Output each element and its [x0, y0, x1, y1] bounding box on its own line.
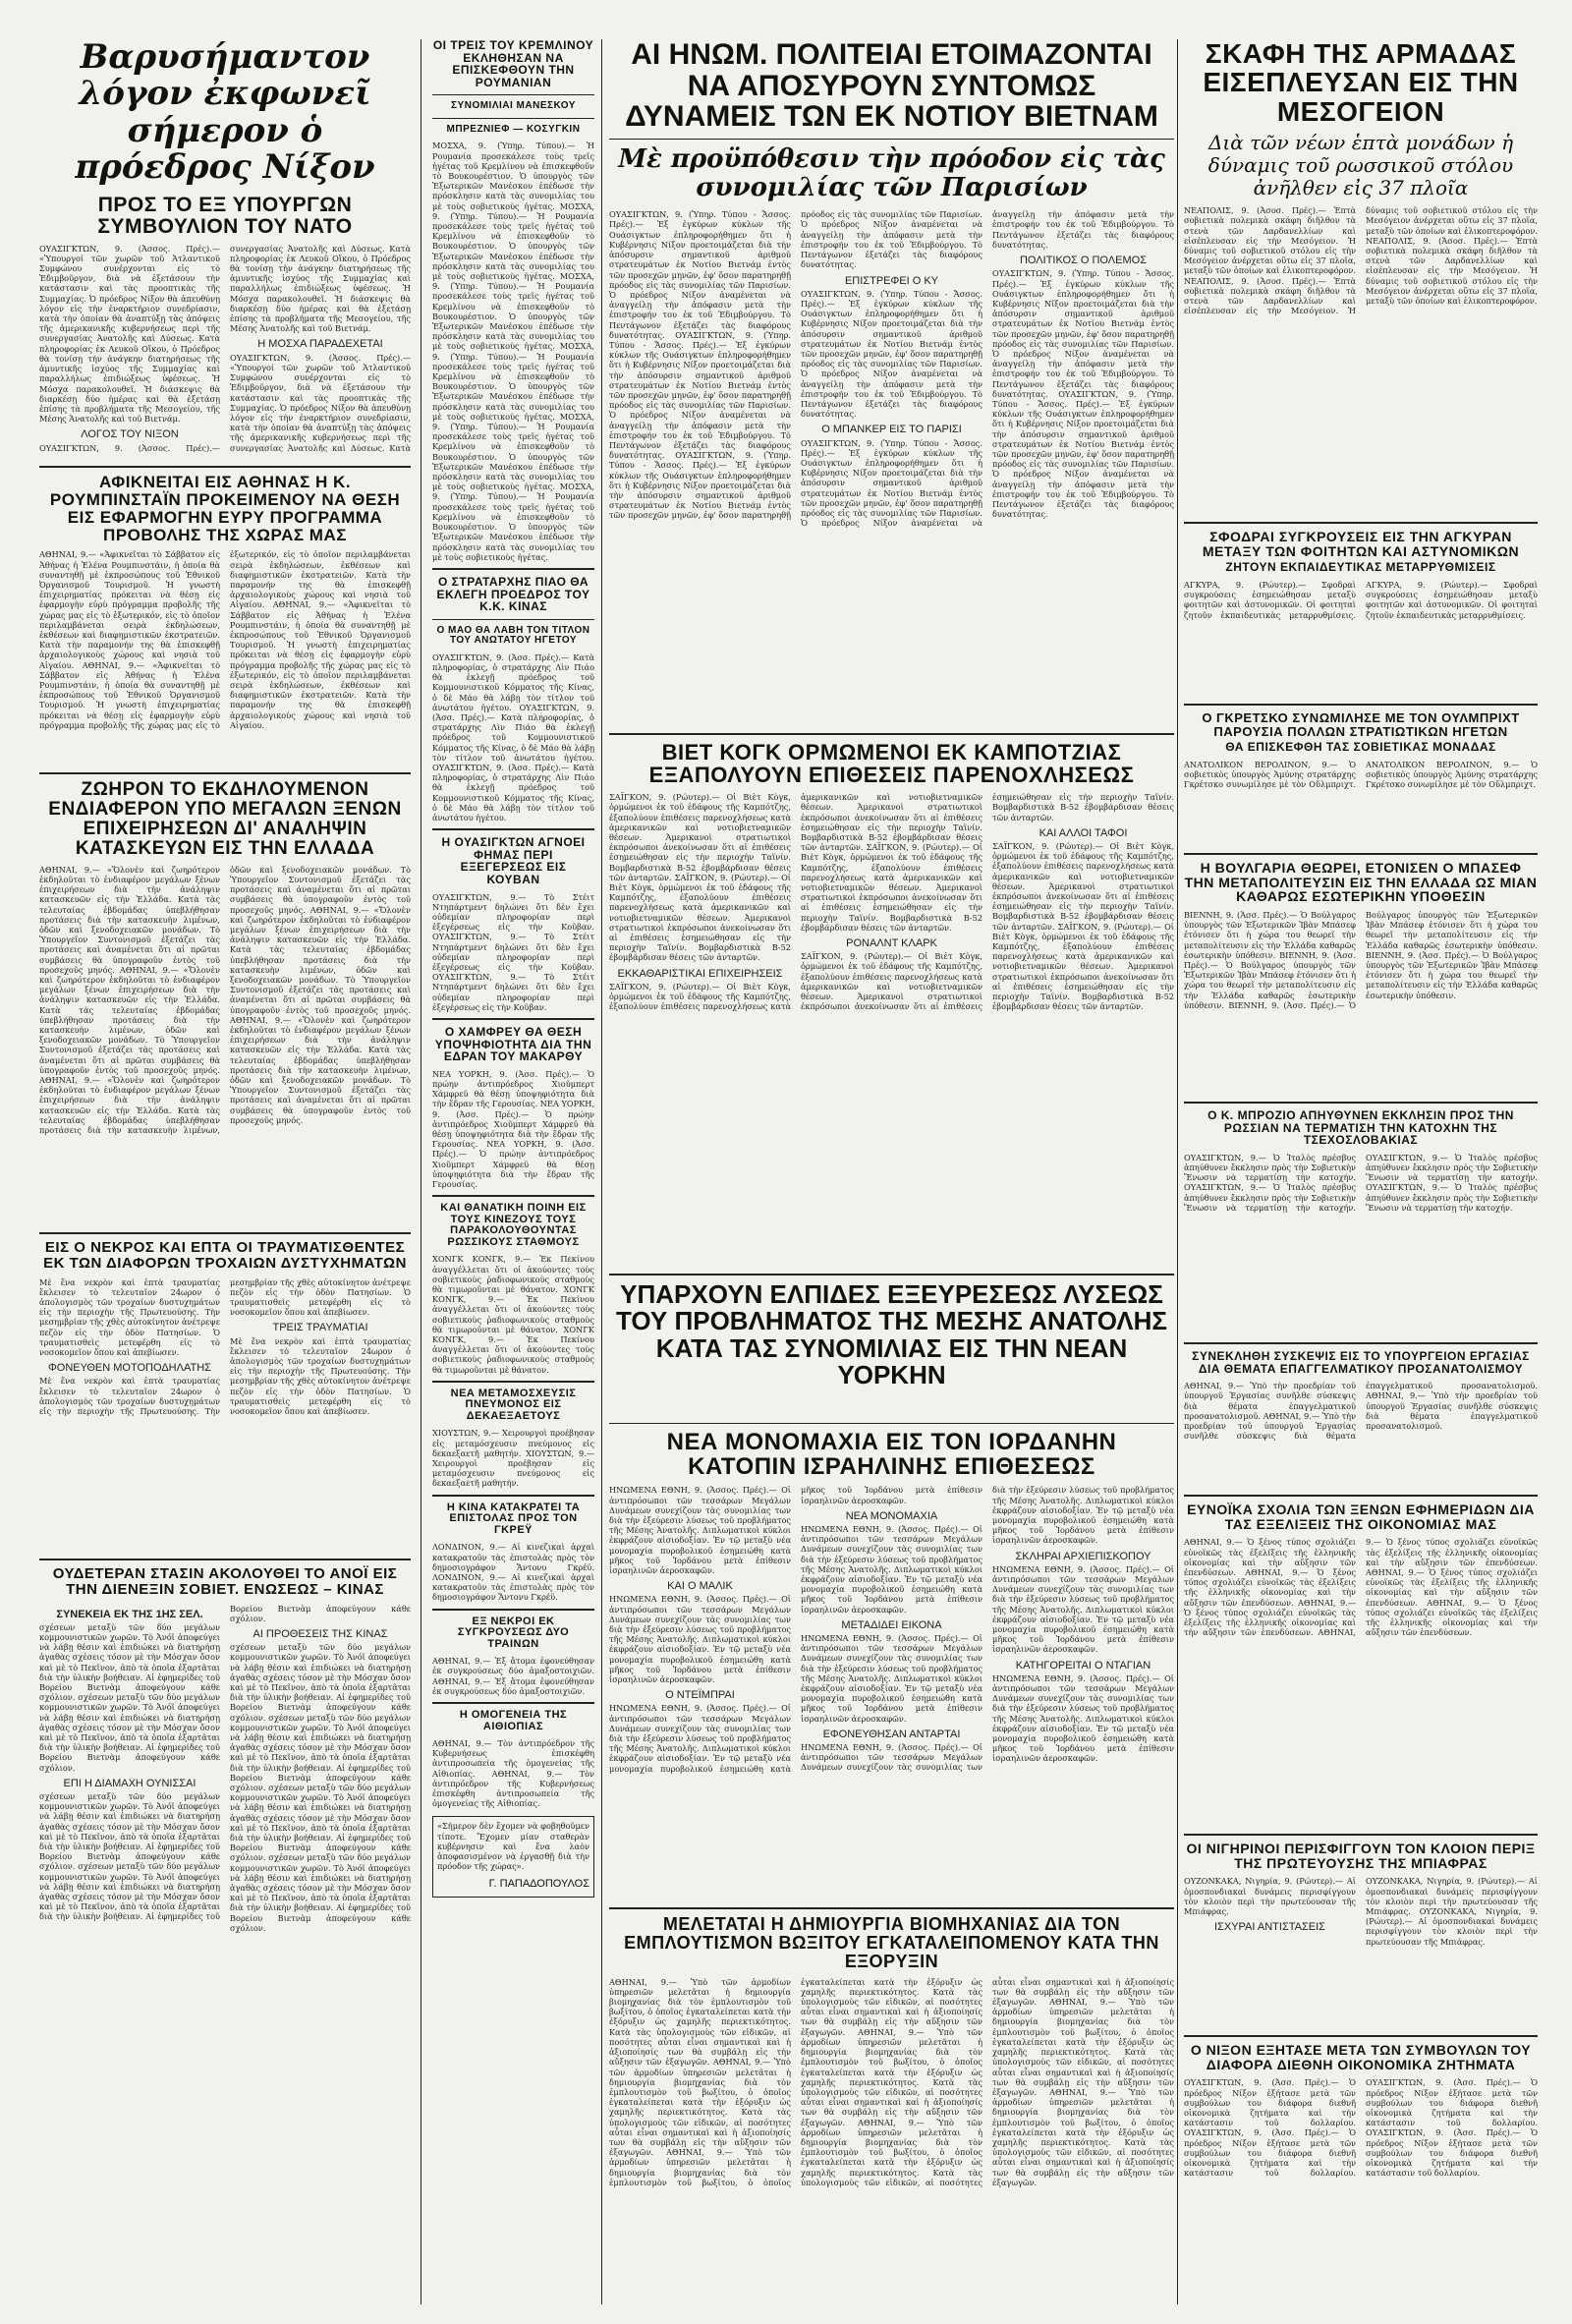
continuation-label: ΣΥΝΕΚΕΙΑ ΕΚ ΤΗΣ 1ΗΣ ΣΕΛ. [56, 1608, 203, 1620]
article-body: ΑΓΚΥΡΑ, 9. (Ρώυτερ).— Σφοδραὶ συγκρούσεις ἐσημειώθησαν μεταξὺ φοιτητῶν καὶ ἀστυνομικῶν. Οἱ φοιτηταὶ ζητοῦν ἐκπαιδευτικὰς μεταρρυθμίσεις. ΑΓΚΥΡΑ, 9. (Ρώυτερ).— Σφοδραὶ συγκρούσεις ἐσημειώθησαν μεταξὺ φοιτητῶν καὶ ἀστυνομικῶν. Οἱ φοιτηταὶ ζητοῦν ἐκπαιδευτικὰς μεταρρυθμίσεις. [1184, 579, 1538, 620]
article-foreign-press [1184, 1489, 1538, 1823]
article-grey-letters [432, 1502, 594, 1603]
headline-rubinstein: ΑΦΙΚΝΕΙΤΑΙ ΕΙΣ ΑΘΗΝΑΣ Η Κ. ΡΟΥΜΠΙΝΣΤΑΪΝ ΠΡΟΚΕΙΜΕΝΟΥ ΝΑ ΘΕΣΗ ΕΙΣ ΕΦΑΡΜΟΓΗΝ ΕΥΡΥ ΠΡΟΓΡΑΜΜΑ ΠΡΟΒΟΛΗΣ ΤΗΣ ΧΩΡΑΣ ΜΑΣ [49, 473, 401, 544]
article-body: ΝΕΑΠΟΛΙΣ, 9. (Ἀσοσ. Πρές).— Ἑπτὰ σοβιετικὰ πολεμικὰ σκάφη διῆλθον τὰ στενὰ τῶν Δαρδανελλίων καὶ εἰσέπλευσαν εἰς τὴν Μεσόγειον. Ἡ δύναμις τοῦ σοβιετικοῦ στόλου εἰς τὴν Μεσόγειον ἀνέρχεται οὕτω εἰς 37 πλοῖα, μεταξὺ τῶν ὁποίων καὶ ἑλικοπτεροφόρον. ΝΕΑΠΟΛΙΣ, 9. (Ἀσοσ. Πρές).— Ἑπτὰ σοβιετικὰ πολεμικὰ σκάφη διῆλθον τὰ στενὰ τῶν Δαρδανελλίων καὶ εἰσέπλευσαν εἰς τὴν Μεσόγειον. Ἡ δύναμις τοῦ σοβιετικοῦ στόλου εἰς τὴν Μεσόγειον ἀνέρχεται οὕτω εἰς 37 πλοῖα, μεταξὺ τῶν ὁποίων καὶ ἑλικοπτεροφόρον. ΝΕΑΠΟΛΙΣ, 9. (Ἀσοσ. Πρές).— Ἑπτὰ σοβιετικὰ πολεμικὰ σκάφη διῆλθον τὰ στενὰ τῶν Δαρδανελλίων καὶ εἰσέπλευσαν εἰς τὴν Μεσόγειον. Ἡ δύναμις τοῦ σοβιετικοῦ στόλου εἰς τὴν Μεσόγειον ἀνέρχεται οὕτω εἰς 37 πλοῖα, μεταξὺ τῶν ὁποίων καὶ ἑλικοπτεροφόρον. [1184, 205, 1538, 316]
section-label: ΤΡΕΙΣ ΤΡΑΥΜΑΤΙΑΙ [272, 1322, 368, 1334]
headline-us-withdrawal: ΑΙ ΗΝΩΜ. ΠΟΛΙΤΕΙΑΙ ΕΤΟΙΜΑΖΟΝΤΑΙ ΝΑ ΑΠΟΣΥΡΟΥΝ ΣΥΝΤΟΜΩΣ ΔΥΝΑΜΕΙΣ ΤΩΝ ΕΚ ΝΟΤΙΟΥ ΒΙΕΤΝΑΜ [625, 39, 1158, 133]
section-label: ΚΑΙ ΑΛΛΟΙ ΤΑΦΟΙ [1039, 826, 1128, 839]
article-body: ΟΥΖΟΝΚΑΚΑ, Νιγηρία, 9. (Ρώυτερ).— Αἱ ὁμοσπονδιακαὶ δυνάμεις περισφίγγουν τὸν κλοιὸν περὶ τὴν πρωτεύουσαν τῆς Μπιάφρας. ΙΣΧΥΡΑΙ ΑΝΤΙΣΤΑΣΕΙΣ ΟΥΖΟΝΚΑΚΑ, Νιγηρία, 9. (Ρώυτερ).— Αἱ ὁμοσπονδιακαὶ δυνάμεις περισφίγγουν τὸν κλοιὸν περὶ τὴν πρωτεύουσαν τῆς Μπιάφρας. ΟΥΖΟΝΚΑΚΑ, Νιγηρία, 9. (Ρώυτερ).— Αἱ ὁμοσπονδιακαὶ δυνάμεις περισφίγγουν τὸν κλοιὸν περὶ τὴν πρωτεύουσαν τῆς Μπιάφρας. [1184, 1876, 1538, 1947]
article-grechko [1184, 698, 1538, 845]
headline-biafra: ΟΙ ΝΙΓΗΡΙΝΟΙ ΠΕΡΙΣΦΙΓΓΟΥΝ ΤΟΝ ΚΛΟΙΟΝ ΠΕΡΙΞ ΤΗΣ ΠΡΩΤΕΥΟΥΣΗΣ ΤΗΣ ΜΠΙΑΦΡΑΣ [1186, 1841, 1536, 1871]
quote-text: «Σήμερον δὲν ἔχομεν νὰ φοβηθοῦμεν τίποτε. Ἔχομεν μίαν σταθερὰν κυβέρνησιν καὶ ἕνα λαὸν ἀποφασισμένον νὰ ἐργασθῇ διὰ τὴν πρόοδον τῆς χώρας». [437, 1821, 590, 1872]
headline-mideast-hopes: ΥΠΑΡΧΟΥΝ ΕΛΠΙΔΕΣ ΕΞΕΥΡΕΣΕΩΣ ΛΥΣΕΩΣ ΤΟΥ ΠΡΟΒΛΗΜΑΤΟΣ ΤΗΣ ΜΕΣΗΣ ΑΝΑΤΟΛΗΣ ΚΑΤΑ ΤΑΣ ΣΥΝΟΜΙΛΙΑΣ ΕΙΣ ΤΗΝ ΝΕΑΝ ΥΟΡΚΗΝ [615, 1279, 1167, 1389]
headline-foreign-firms: ΖΩΗΡΟΝ ΤΟ ΕΚΔΗΛΟΥΜΕΝΟΝ ΕΝΔΙΑΦΕΡΟΝ ΥΠΟ ΜΕΓΑΛΩΝ ΞΕΝΩΝ ΕΠΙΧΕΙΡΗΣΕΩΝ ΔΙ' ΑΝΑΛΗΨΙΝ ΚΑΤΑΣΚΕΥΩΝ ΕΙΣ ΤΗΝ ΕΛΛΑΔΑ [48, 779, 402, 859]
section-label: Η ΜΟΣΧΑ ΠΑΡΑΔΕΧΕΤΑΙ [257, 338, 383, 351]
article-humphrey [432, 1026, 594, 1189]
section-label: Ο ΝΤΕΪΜΠΡΑΙ [665, 1689, 735, 1702]
headline-viet-cong-cambodia: ΒΙΕΤ ΚΟΓΚ ΟΡΜΩΜΕΝΟΙ ΕΚ ΚΑΜΠΟΤΖΙΑΣ ΕΞΑΠΟΛΥΟΥΝ ΕΠΙΘΕΣΕΙΣ ΠΑΡΕΝΟΧΛΗΣΕΩΣ [648, 740, 1135, 788]
section-label: ΕΠΙΣΤΡΕΦΕΙ Ο ΚΥ [844, 274, 939, 287]
article-body: ΟΥΑΣΙΓΚΤΩΝ, 9.— Τὸ Στέιτ Ντηπάρτμεντ δηλώνει ὅτι δὲν ἔχει οὐδεμίαν πληροφορίαν περὶ ἐξεγέρσεως εἰς τὴν Κοῦβαν. ΟΥΑΣΙΓΚΤΩΝ, 9.— Τὸ Στέιτ Ντηπάρτμεντ δηλώνει ὅτι δὲν ἔχει οὐδεμίαν πληροφορίαν περὶ ἐξεγέρσεως εἰς τὴν Κοῦβαν. ΟΥΑΣΙΓΚΤΩΝ, 9.— Τὸ Στέιτ Ντηπάρτμεντ δηλώνει ὅτι δὲν ἔχει οὐδεμίαν πληροφορίαν περὶ ἐξεγέρσεως εἰς τὴν Κοῦβαν. [432, 891, 594, 1012]
article-body: ΑΘΗΝΑΙ, 9.— Ὁ ξένος τύπος σχολιάζει εὐνοϊκῶς τὰς ἐξελίξεις τῆς ἑλληνικῆς οἰκονομίας καὶ τὴν αὔξησιν τῶν ἐπενδύσεων. ΑΘΗΝΑΙ, 9.— Ὁ ξένος τύπος σχολιάζει εὐνοϊκῶς τὰς ἐξελίξεις τῆς ἑλληνικῆς οἰκονομίας καὶ τὴν αὔξησιν τῶν ἐπενδύσεων. ΑΘΗΝΑΙ, 9.— Ὁ ξένος τύπος σχολιάζει εὐνοϊκῶς τὰς ἐξελίξεις τῆς ἑλληνικῆς οἰκονομίας καὶ τὴν αὔξησιν τῶν ἐπενδύσεων. ΑΘΗΝΑΙ, 9.— Ὁ ξένος τύπος σχολιάζει εὐνοϊκῶς τὰς ἐξελίξεις τῆς ἑλληνικῆς οἰκονομίας καὶ τὴν αὔξησιν τῶν ἐπενδύσεων. ΑΘΗΝΑΙ, 9.— Ὁ ξένος τύπος σχολιάζει εὐνοϊκῶς τὰς ἐξελίξεις τῆς ἑλληνικῆς οἰκονομίας καὶ τὴν αὔξησιν τῶν ἐπενδύσεων. ΑΘΗΝΑΙ, 9.— Ὁ ξένος τύπος σχολιάζει εὐνοϊκῶς τὰς ἐξελίξεις τῆς ἑλληνικῆς οἰκονομίας καὶ τὴν αὔξησιν τῶν ἐπενδύσεων. [1184, 1537, 1538, 1638]
article-biafra [1184, 1828, 1538, 2024]
headline-foreign-press: ΕΥΝΟΪΚΑ ΣΧΟΛΙΑ ΤΩΝ ΞΕΝΩΝ ΕΦΗΜΕΡΙΔΩΝ ΔΙΑ ΤΑΣ ΕΞΕΛΙΞΕΙΣ ΤΗΣ ΟΙΚΟΝΟΜΙΑΣ ΜΑΣ [1187, 1502, 1535, 1532]
section-label: ΕΚΚΑΘΑΡΙΣΤΙΚΑΙ ΕΠΙΧΕΙΡΗΣΕΙΣ [617, 967, 783, 980]
article-hanoi-neutral [39, 1553, 411, 2309]
section-label: ΑΙ ΠΡΟΘΕΣΕΙΣ ΤΗΣ ΚΙΝΑΣ [253, 1627, 388, 1640]
section-label: ΡΟΝΑΛΝΤ ΚΛΑΡΚ [846, 937, 937, 950]
article-body: ΧΟΝΓΚ ΚΟΝΓΚ, 9.— Ἐκ Πεκίνου ἀναγγέλλεται ὅτι οἱ ἀκούοντες τοὺς σοβιετικοὺς ῥαδιοφωνικοὺς σταθμοὺς θὰ τιμωροῦνται μὲ θάνατον. ΧΟΝΓΚ ΚΟΝΓΚ, 9.— Ἐκ Πεκίνου ἀναγγέλλεται ὅτι οἱ ἀκούοντες τοὺς σοβιετικοὺς ῥαδιοφωνικοὺς σταθμοὺς θὰ τιμωροῦνται μὲ θάνατον. ΧΟΝΓΚ ΚΟΝΓΚ, 9.— Ἐκ Πεκίνου ἀναγγέλλεται ὅτι οἱ ἀκούοντες τοὺς σοβιετικοὺς ῥαδιοφωνικοὺς σταθμοὺς θὰ τιμωροῦνται μὲ θάνατον. [432, 1254, 594, 1375]
article-body: ΑΘΗΝΑΙ, 9.— Ἐξ ἄτομα ἐφονεύθησαν ἐκ συγκρούσεως δύο ἀμαξοστοιχιῶν. ΑΘΗΝΑΙ, 9.— Ἐξ ἄτομα ἐφονεύθησαν ἐκ συγκρούσεως δύο ἀμαξοστοιχιῶν. [432, 1656, 594, 1696]
headline-traffic-accidents: ΕΙΣ Ο ΝΕΚΡΟΣ ΚΑΙ ΕΠΤΑ ΟΙ ΤΡΑΥΜΑΤΙΣΘΕΝΤΕΣ ΕΚ ΤΩΝ ΔΙΑΦΟΡΩΝ ΤΡΟΧΑΙΩΝ ΔΥΣΤΥΧΗΜΑΤΩΝ [43, 1239, 407, 1272]
section-label: ΦΟΝΕΥΘΕΝ ΜΟΤΟΠΟΔΗΛΑΤΗΣ [48, 1362, 211, 1375]
article-rubinstein [39, 460, 411, 760]
subheadline: ΖΗΤΟΥΝ ΕΚΠΑΙΔΕΥΤΙΚΑΣ ΜΕΤΑΡΡΥΘΜΙΣΕΙΣ [1225, 560, 1496, 575]
article-body: ΣΑΪΓΚΟΝ, 9. (Ρώυτερ).— Οἱ Βιὲτ Κὸγκ, ὁρμώμενοι ἐκ τοῦ ἐδάφους τῆς Καμπότζης, ἐξαπολύουν ἐπιθέσεις παρενοχλήσεως κατὰ ἀμερικανικῶν καὶ νοτιοβιετναμικῶν θέσεων. Ἀμερικανοὶ στρατιωτικοὶ ἐκπρόσωποι ἀνεκοίνωσαν ὅτι αἱ ἐπιθέσεις ἐσημειώθησαν εἰς τὴν περιοχὴν Ταϊνίν. Βομβαρδιστικὰ Β-52 ἐβομβάρδισαν θέσεις τῶν ἀνταρτῶν. ΣΑΪΓΚΟΝ, 9. (Ρώυτερ).— Οἱ Βιὲτ Κὸγκ, ὁρμώμενοι ἐκ τοῦ ἐδάφους τῆς Καμπότζης, ἐξαπολύουν ἐπιθέσεις παρενοχλήσεως κατὰ ἀμερικανικῶν καὶ νοτιοβιετναμικῶν θέσεων. Ἀμερικανοὶ στρατιωτικοὶ ἐκπρόσωποι ἀνεκοίνωσαν ὅτι αἱ ἐπιθέσεις ἐσημειώθησαν εἰς τὴν περιοχὴν Ταϊνίν. Βομβαρδιστικὰ Β-52 ἐβομβάρδισαν θέσεις τῶν ἀνταρτῶν. ΕΚΚΑΘΑΡΙΣΤΙΚΑΙ ΕΠΙΧΕΙΡΗΣΕΙΣ ΣΑΪΓΚΟΝ, 9. (Ρώυτερ).— Οἱ Βιὲτ Κὸγκ, ὁρμώμενοι ἐκ τοῦ ἐδάφους τῆς Καμπότζης, ἐξαπολύουν ἐπιθέσεις παρενοχλήσεως κατὰ ἀμερικανικῶν καὶ νοτιοβιετναμικῶν θέσεων. Ἀμερικανοὶ στρατιωτικοὶ ἐκπρόσωποι ἀνεκοίνωσαν ὅτι αἱ ἐπιθέσεις ἐσημειώθησαν εἰς τὴν περιοχὴν Ταϊνίν. Βομβαρδιστικὰ Β-52 ἐβομβάρδισαν θέσεις τῶν ἀνταρτῶν. ΣΑΪΓΚΟΝ, 9. (Ρώυτερ).— Οἱ Βιὲτ Κὸγκ, ὁρμώμενοι ἐκ τοῦ ἐδάφους τῆς Καμπότζης, ἐξαπολύουν ἐπιθέσεις παρενοχλήσεως κατὰ ἀμερικανικῶν καὶ νοτιοβιετναμικῶν θέσεων. Ἀμερικανοὶ στρατιωτικοὶ ἐκπρόσωποι ἀνεκοίνωσαν ὅτι αἱ ἐπιθέσεις ἐσημειώθησαν εἰς τὴν περιοχὴν Ταϊνίν. Βομβαρδιστικὰ Β-52 ἐβομβάρδισαν θέσεις τῶν ἀνταρτῶν. ΡΟΝΑΛΝΤ ΚΛΑΡΚ ΣΑΪΓΚΟΝ, 9. (Ρώυτερ).— Οἱ Βιὲτ Κὸγκ, ὁρμώμενοι ἐκ τοῦ ἐδάφους τῆς Καμπότζης, ἐξαπολύουν ἐπιθέσεις παρενοχλήσεως κατὰ ἀμερικανικῶν καὶ νοτιοβιετναμικῶν θέσεων. Ἀμερικανοὶ στρατιωτικοὶ ἐκπρόσωποι ἀνεκοίνωσαν ὅτι αἱ ἐπιθέσεις ἐσημειώθησαν εἰς τὴν περιοχὴν Ταϊνίν. Βομβαρδιστικὰ Β-52 ἐβομβάρδισαν θέσεις τῶν ἀνταρτῶν. ΚΑΙ ΑΛΛΟΙ ΤΑΦΟΙ ΣΑΪΓΚΟΝ, 9. (Ρώυτερ).— Οἱ Βιὲτ Κὸγκ, ὁρμώμενοι ἐκ τοῦ ἐδάφους τῆς Καμπότζης, ἐξαπολύουν ἐπιθέσεις παρενοχλήσεως κατὰ ἀμερικανικῶν καὶ νοτιοβιετναμικῶν θέσεων. Ἀμερικανοὶ στρατιωτικοὶ ἐκπρόσωποι ἀνεκοίνωσαν ὅτι αἱ ἐπιθέσεις ἐσημειώθησαν εἰς τὴν περιοχὴν Ταϊνίν. Βομβαρδιστικὰ Β-52 ἐβομβάρδισαν θέσεις τῶν ἀνταρτῶν. ΣΑΪΓΚΟΝ, 9. (Ρώυτερ).— Οἱ Βιὲτ Κὸγκ, ὁρμώμενοι ἐκ τοῦ ἐδάφους τῆς Καμπότζης, ἐξαπολύουν ἐπιθέσεις παρενοχλήσεως κατὰ ἀμερικανικῶν καὶ νοτιοβιετναμικῶν θέσεων. Ἀμερικανοὶ στρατιωτικοὶ ἐκπρόσωποι ἀνεκοίνωσαν ὅτι αἱ ἐπιθέσεις ἐσημειώθησαν εἰς τὴν περιοχὴν Ταϊνίν. Βομβαρδιστικὰ Β-52 ἐβομβάρδισαν θέσεις τῶν ἀνταρτῶν. [609, 792, 1174, 1012]
section-label: ΕΦΟΝΕΥΘΗΣΑΝ ΑΝΤΑΡΤΑΙ [822, 1728, 961, 1740]
article-body: ΑΘΗΝΑΙ, 9.— Τὸν ἀντιπρόεδρον τῆς Κυβερνήσεως ἐπισκέφθη ἀντιπροσωπεία τῆς ὁμογενείας τῆς Αἰθιοπίας. ΑΘΗΝΑΙ, 9.— Τὸν ἀντιπρόεδρον τῆς Κυβερνήσεως ἐπισκέφθη ἀντιπροσωπεία τῆς ὁμογενείας τῆς Αἰθιοπίας. [432, 1738, 594, 1809]
headline-bulgaria: Η ΒΟΥΛΓΑΡΙΑ ΘΕΩΡΕΙ, ΕΤΟΝΙΣΕΝ Ο ΜΠΑΣΕΦ ΤΗΝ ΜΕΤΑΠΟΛΙΤΕΥΣΙΝ ΕΙΣ ΤΗΝ ΕΛΛΑΔΑ ΩΣ ΜΙΑΝ ΚΑΘΑΡΩΣ ΕΣΩΤΕΡΙΚΗΝ ΥΠΟΘΕΣΙΝ [1184, 860, 1538, 905]
article-body: ΑΝΑΤΟΛΙΚΟΝ ΒΕΡΟΛΙΝΟΝ, 9.— Ὁ σοβιετικὸς ὑπουργὸς Ἀμύνης στρατάρχης Γκρέτσκο συνωμίλησε μὲ τὸν Οὔλμπριχτ. ΑΝΑΤΟΛΙΚΟΝ ΒΕΡΟΛΙΝΟΝ, 9.— Ὁ σοβιετικὸς ὑπουργὸς Ἀμύνης στρατάρχης Γκρέτσκο συνωμίλησε μὲ τὸν Οὔλμπριχτ. [1184, 759, 1538, 790]
headline-brosio: Ο Κ. ΜΠΡΟΖΙΟ ΑΠΗΥΘΥΝΕΝ ΕΚΚΛΗΣΙΝ ΠΡΟΣ ΤΗΝ ΡΩΣΣΙΑΝ ΝΑ ΤΕΡΜΑΤΙΣΗ ΤΗΝ ΚΑΤΟΧΗΝ ΤΗΣ ΤΣΕΧΟΣΛΟΒΑΚΙΑΣ [1207, 1108, 1514, 1148]
headline-death-penalty: ΚΑΙ ΘΑΝΑΤΙΚΗ ΠΟΙΝΗ ΕΙΣ ΤΟΥΣ ΚΙΝΕΖΟΥΣ ΤΟΥΣ ΠΑΡΑΚΟΛΟΥΘΟΥΝΤΑΣ ΡΩΣΣΙΚΟΥΣ ΣΤΑΘΜΟΥΣ [440, 1202, 587, 1248]
section-label: ΚΑΤΗΓΟΡΕΙΤΑΙ Ο ΝΤΑΓΙΑΝ [1015, 1659, 1151, 1672]
subheadline: Ο ΜΑΟ ΘΑ ΛΑΒΗ ΤΟΝ ΤΙΤΛΟΝ ΤΟΥ ΑΝΩΤΑΤΟΥ ΗΓΕΤΟΥ [436, 624, 590, 647]
article-death-penalty [432, 1203, 594, 1375]
subheadline-nato: ΠΡΟΣ ΤΟ ΕΞ ΥΠΟΥΡΓΩΝ ΣΥΜΒΟΥΛΙΟΝ ΤΟΥ ΝΑΤΟ [97, 193, 353, 238]
article-body: ΒΙΕΝΝΗ, 9. (Ἀσσ. Πρές).— Ὁ Βούλγαρος ὑπουργὸς τῶν Ἐξωτερικῶν Ἰβὰν Μπάσεφ ἐτόνισεν ὅτι ἡ χώρα του θεωρεῖ τὴν μεταπολίτευσιν εἰς τὴν Ἑλλάδα καθαρῶς ἐσωτερικὴν ὑπόθεσιν. ΒΙΕΝΝΗ, 9. (Ἀσσ. Πρές).— Ὁ Βούλγαρος ὑπουργὸς τῶν Ἐξωτερικῶν Ἰβὰν Μπάσεφ ἐτόνισεν ὅτι ἡ χώρα του θεωρεῖ τὴν μεταπολίτευσιν εἰς τὴν Ἑλλάδα καθαρῶς ἐσωτερικὴν ὑπόθεσιν. ΒΙΕΝΝΗ, 9. (Ἀσσ. Πρές).— Ὁ Βούλγαρος ὑπουργὸς τῶν Ἐξωτερικῶν Ἰβὰν Μπάσεφ ἐτόνισεν ὅτι ἡ χώρα του θεωρεῖ τὴν μεταπολίτευσιν εἰς τὴν Ἑλλάδα καθαρῶς ἐσωτερικὴν ὑπόθεσιν. ΒΙΕΝΝΗ, 9. (Ἀσσ. Πρές).— Ὁ Βούλγαρος ὑπουργὸς τῶν Ἐξωτερικῶν Ἰβὰν Μπάσεφ ἐτόνισεν ὅτι ἡ χώρα του θεωρεῖ τὴν μεταπολίτευσιν εἰς τὴν Ἑλλάδα καθαρῶς ἐσωτερικὴν ὑπόθεσιν. [1184, 910, 1538, 1010]
headline-humphrey: Ο ΧΑΜΦΡΕΥ ΘΑ ΘΕΣΗ ΥΠΟΨΗΦΙΟΤΗΤΑ ΔΙΑ ΤΗΝ ΕΔΡΑΝ ΤΟΥ ΜΑΚΑΡΘΥ [434, 1024, 592, 1064]
article-train-crash [432, 1616, 594, 1696]
article-kremlin-romania [432, 39, 594, 562]
section-label: ΣΚΛΗΡΑΙ ΑΡΧΙΕΠΙΣΚΟΠΟΥ [1015, 1550, 1151, 1562]
article-bulgaria [1184, 847, 1538, 1093]
headline-train-crash: ΕΞ ΝΕΚΡΟΙ ΕΚ ΣΥΓΚΡΟΥΣΕΩΣ ΔΥΟ ΤΡΑΙΝΩΝ [457, 1615, 570, 1650]
article-lung-transplant [432, 1389, 594, 1489]
headline-lung-transplant: ΝΕΑ ΜΕΤΑΜΟΣΧΕΥΣΙΣ ΠΝΕΥΜΟΝΟΣ ΕΙΣ ΔΕΚΑΕΞΑΕΤΟΥΣ [450, 1387, 577, 1422]
article-jordan-duel [609, 1417, 1174, 1899]
article-ethiopia [432, 1710, 594, 1809]
article-body: ΑΘΗΝΑΙ, 9.— Ὑπὸ τὴν προεδρίαν τοῦ ὑπουργοῦ Ἐργασίας συνῆλθε σύσκεψις διὰ θέματα ἐπαγγελματικοῦ προσανατολισμοῦ. ΑΘΗΝΑΙ, 9.— Ὑπὸ τὴν προεδρίαν τοῦ ὑπουργοῦ Ἐργασίας συνῆλθε σύσκεψις διὰ θέματα ἐπαγγελματικοῦ προσανατολισμοῦ. ΑΘΗΝΑΙ, 9.— Ὑπὸ τὴν προεδρίαν τοῦ ὑπουργοῦ Ἐργασίας συνῆλθε σύσκεψις διὰ θέματα ἐπαγγελματικοῦ προσανατολισμοῦ. [1184, 1381, 1538, 1442]
section-label: ΝΕΑ ΜΟΝΟΜΑΧΙΑ [845, 1509, 938, 1522]
article-body: ΟΥΑΣΙΓΚΤΩΝ, 9. (Ἀσσος. Πρές).— «Ὑπουργοί τῶν χωρῶν τοῦ Ἀτλαντικοῦ Συμφώνου συνέρχονται εἰς τὸ Ἐδιμβοῦργον, διὰ νὰ ἐξετάσουν τὴν κατάστασιν καὶ τὰς προοπτικὰς τῆς Συμμαχίας. Ὁ πρόεδρος Νίξον θὰ ἀπευθύνῃ λόγον εἰς τὴν ἐναρκτήριον συνεδρίασιν, κατὰ τὴν ὁποίαν θὰ ἀναπτύξῃ τὰς ἀπόψεις τῆς ἀμερικανικῆς κυβερνήσεως περὶ τῆς συνεργασίας Ἀνατολῆς καὶ Δύσεως. Κατὰ πληροφορίας ἐκ Λευκοῦ Οἴκου, ὁ Πρόεδρος θὰ τονίσῃ τὴν ἀνάγκην διατηρήσεως τῆς ἀμυντικῆς ἰσχύος τῆς Συμμαχίας καὶ παραλλήλως ἐπιδιώξεως ὑφέσεως. Ἡ Μόσχα παρακολουθεῖ. Ἡ διάσκεψις θὰ διαρκέσῃ δύο ἡμέρας καὶ θὰ ἐξετάσῃ ἐπίσης τὰ προβλήματα τῆς Μεσογείου, τῆς Μέσης Ἀνατολῆς καὶ τοῦ Βιετνάμ. ΛΟΓΟΣ ΤΟΥ ΝΙΞΟΝ ΟΥΑΣΙΓΚΤΩΝ, 9. (Ἀσσος. Πρές).— συνεργασίας Ἀνατολῆς καὶ Δύσεως. Κατὰ πληροφορίας ἐκ Λευκοῦ Οἴκου, ὁ Πρόεδρος θὰ τονίσῃ τὴν ἀνάγκην διατηρήσεως τῆς ἀμυντικῆς ἰσχύος τῆς Συμμαχίας καὶ παραλλήλως ἐπιδιώξεως ὑφέσεως. Ἡ Μόσχα παρακολουθεῖ. Ἡ διάσκεψις θὰ διαρκέσῃ δύο ἡμέρας καὶ θὰ ἐξετάσῃ ἐπίσης τὰ προβλήματα τῆς Μεσογείου, τῆς Μέσης Ἀνατολῆς καὶ τοῦ Βιετνάμ. Η ΜΟΣΧΑ ΠΑΡΑΔΕΧΕΤΑΙ ΟΥΑΣΙΓΚΤΩΝ, 9. (Ἀσσος. Πρές).— «Ὑπουργοί τῶν χωρῶν τοῦ Ἀτλαντικοῦ Συμφώνου συνέρχονται εἰς τὸ Ἐδιμβοῦργον, διὰ νὰ ἐξετάσουν τὴν κατάστασιν καὶ τὰς προοπτικὰς τῆς Συμμαχίας. Ὁ πρόεδρος Νίξον θὰ ἀπευθύνῃ λόγον εἰς τὴν ἐναρκτήριον συνεδρίασιν, κατὰ τὴν ὁποίαν θὰ ἀναπτύξῃ τὰς ἀπόψεις τῆς ἀμερικανικῆς κυβερνήσεως περὶ τῆς συνεργασίας Ἀνατολῆς καὶ Δύσεως. Κατὰ [39, 243, 411, 452]
section-label: ΜΕΤΑΔΙΔΕΙ ΕΙΚΟΝΑ [841, 1618, 942, 1631]
headline-nixon-economy: Ο ΝΙΞΟΝ ΕΞΗΤΑΣΕ ΜΕΤΑ ΤΩΝ ΣΥΜΒΟΥΛΩΝ ΤΟΥ ΔΙΑΦΟΡΑ ΔΙΕΘΝΗ ΟΙΚΟΝΟΜΙΚΑ ΖΗΤΗΜΑΤΑ [1190, 2042, 1532, 2072]
section-label: ΠΟΛΙΤΙΚΟΣ Ο ΠΟΛΕΜΟΣ [1019, 255, 1147, 267]
quote-signature: Γ. ΠΑΠΑΔΟΠΟΥΛΟΣ [488, 1877, 590, 1890]
article-body: ΧΙΟΥΣΤΩΝ, 9.— Χειρουργοὶ προέβησαν εἰς μεταμόσχευσιν πνεύμονος εἰς δεκαεξαετῆ μαθητήν. ΧΙΟΥΣΤΩΝ, 9.— Χειρουργοὶ προέβησαν εἰς μεταμόσχευσιν πνεύμονος εἰς δεκαεξαετῆ μαθητήν. [432, 1428, 594, 1489]
article-body: ΜΟΣΧΑ, 9. (Ὑπηρ. Τύπου).— Ἡ Ρουμανία προσεκάλεσε τοὺς τρεῖς ἡγέτας τοῦ Κρεμλίνου νὰ ἐπισκεφθοῦν τὸ Βουκουρέστιον. Ὁ ὑπουργὸς τῶν Ἐξωτερικῶν Μανέσκου ἐπέδωσε τὴν πρόσκλησιν κατὰ τὰς συνομιλίας του μὲ τοὺς σοβιετικοὺς ἡγέτας. ΜΟΣΧΑ, 9. (Ὑπηρ. Τύπου).— Ἡ Ρουμανία προσεκάλεσε τοὺς τρεῖς ἡγέτας τοῦ Κρεμλίνου νὰ ἐπισκεφθοῦν τὸ Βουκουρέστιον. Ὁ ὑπουργὸς τῶν Ἐξωτερικῶν Μανέσκου ἐπέδωσε τὴν πρόσκλησιν κατὰ τὰς συνομιλίας του μὲ τοὺς σοβιετικοὺς ἡγέτας. ΜΟΣΧΑ, 9. (Ὑπηρ. Τύπου).— Ἡ Ρουμανία προσεκάλεσε τοὺς τρεῖς ἡγέτας τοῦ Κρεμλίνου νὰ ἐπισκεφθοῦν τὸ Βουκουρέστιον. Ὁ ὑπουργὸς τῶν Ἐξωτερικῶν Μανέσκου ἐπέδωσε τὴν πρόσκλησιν κατὰ τὰς συνομιλίας του μὲ τοὺς σοβιετικοὺς ἡγέτας. ΜΟΣΧΑ, 9. (Ὑπηρ. Τύπου).— Ἡ Ρουμανία προσεκάλεσε τοὺς τρεῖς ἡγέτας τοῦ Κρεμλίνου νὰ ἐπισκεφθοῦν τὸ Βουκουρέστιον. Ὁ ὑπουργὸς τῶν Ἐξωτερικῶν Μανέσκου ἐπέδωσε τὴν πρόσκλησιν κατὰ τὰς συνομιλίας του μὲ τοὺς σοβιετικοὺς ἡγέτας. ΜΟΣΧΑ, 9. (Ὑπηρ. Τύπου).— Ἡ Ρουμανία προσεκάλεσε τοὺς τρεῖς ἡγέτας τοῦ Κρεμλίνου νὰ ἐπισκεφθοῦν τὸ Βουκουρέστιον. Ὁ ὑπουργὸς τῶν Ἐξωτερικῶν Μανέσκου ἐπέδωσε τὴν πρόσκλησιν κατὰ τὰς συνομιλίας του μὲ τοὺς σοβιετικοὺς ἡγέτας. ΜΟΣΧΑ, 9. (Ὑπηρ. Τύπου).— Ἡ Ρουμανία προσεκάλεσε τοὺς τρεῖς ἡγέτας τοῦ Κρεμλίνου νὰ ἐπισκεφθοῦν τὸ Βουκουρέστιον. Ὁ ὑπουργὸς τῶν Ἐξωτερικῶν Μανέσκου ἐπέδωσε τὴν πρόσκλησιν κατὰ τὰς συνομιλίας του μὲ τοὺς σοβιετικοὺς ἡγέτας. [432, 141, 594, 562]
headline-piao: Ο ΣΤΡΑΤΑΡΧΗΣ ΠΙΑΟ ΘΑ ΕΚΛΕΓΗ ΠΡΟΕΔΡΟΣ ΤΟΥ Κ.Κ. ΚΙΝΑΣ [436, 574, 590, 614]
article-foreign-firms [39, 766, 411, 1219]
article-body: ΑΘΗΝΑΙ, 9.— «Ἀφικνεῖται τὸ Σάββατον εἰς Ἀθήνας ἡ Ἑλένα Ρουμπινστάιν, ἡ ὁποία θὰ συναντηθῇ μὲ ἐκπροσώπους τοῦ Ἐθνικοῦ Ὀργανισμοῦ Τουρισμοῦ. Ἡ γνωστὴ ἐπιχειρηματίας πρόκειται νὰ θέσῃ εἰς ἐφαρμογὴν εὐρὺ πρόγραμμα προβολῆς τῆς χώρας μας εἰς τὸ ἐξωτερικόν, εἰς τὸ ὁποῖον περιλαμβάνεται σειρὰ ἐκδηλώσεων, ἐκθέσεων καὶ διαφημιστικῶν ἐκστρατειῶν. Κατὰ τὴν παραμονήν της θὰ ἐπισκεφθῇ ἀρχαιολογικοὺς χώρους καὶ νησιὰ τοῦ Αἰγαίου. ΑΘΗΝΑΙ, 9.— «Ἀφικνεῖται τὸ Σάββατον εἰς Ἀθήνας ἡ Ἑλένα Ρουμπινστάιν, ἡ ὁποία θὰ συναντηθῇ μὲ ἐκπροσώπους τοῦ Ἐθνικοῦ Ὀργανισμοῦ Τουρισμοῦ. Ἡ γνωστὴ ἐπιχειρηματίας πρόκειται νὰ θέσῃ εἰς ἐφαρμογὴν εὐρὺ πρόγραμμα προβολῆς τῆς χώρας μας εἰς τὸ ἐξωτερικόν, εἰς τὸ ὁποῖον περιλαμβάνεται σειρὰ ἐκδηλώσεων, ἐκθέσεων καὶ διαφημιστικῶν ἐκστρατειῶν. Κατὰ τὴν παραμονήν της θὰ ἐπισκεφθῇ ἀρχαιολογικοὺς χώρους καὶ νησιὰ τοῦ Αἰγαίου. ΑΘΗΝΑΙ, 9.— «Ἀφικνεῖται τὸ Σάββατον εἰς Ἀθήνας ἡ Ἑλένα Ρουμπινστάιν, ἡ ὁποία θὰ συναντηθῇ μὲ ἐκπροσώπους τοῦ Ἐθνικοῦ Ὀργανισμοῦ Τουρισμοῦ. Ἡ γνωστὴ ἐπιχειρηματίας πρόκειται νὰ θέσῃ εἰς ἐφαρμογὴν εὐρὺ πρόγραμμα προβολῆς τῆς χώρας μας εἰς τὸ ἐξωτερικόν, εἰς τὸ ὁποῖον περιλαμβάνεται σειρὰ ἐκδηλώσεων, ἐκθέσεων καὶ διαφημιστικῶν ἐκστρατειῶν. Κατὰ τὴν παραμονήν της θὰ ἐπισκεφθῇ ἀρχαιολογικοὺς χώρους καὶ νησιὰ τοῦ Αἰγαίου. [39, 549, 411, 730]
article-body: ΟΥΑΣΙΓΚΤΩΝ, 9.— Ὁ Ἰταλὸς πρέσβυς ἀπηύθυνεν ἔκκλησιν πρὸς τὴν Σοβιετικὴν Ἕνωσιν νὰ τερματίσῃ τὴν κατοχήν. ΟΥΑΣΙΓΚΤΩΝ, 9.— Ὁ Ἰταλὸς πρέσβυς ἀπηύθυνεν ἔκκλησιν πρὸς τὴν Σοβιετικὴν Ἕνωσιν νὰ τερματίσῃ τὴν κατοχήν. ΟΥΑΣΙΓΚΤΩΝ, 9.— Ὁ Ἰταλὸς πρέσβυς ἀπηύθυνεν ἔκκλησιν πρὸς τὴν Σοβιετικὴν Ἕνωσιν νὰ τερματίσῃ τὴν κατοχήν. ΟΥΑΣΙΓΚΤΩΝ, 9.— Ὁ Ἰταλὸς πρέσβυς ἀπηύθυνεν ἔκκλησιν πρὸς τὴν Σοβιετικὴν Ἕνωσιν νὰ τερματίσῃ τὴν κατοχήν. [1184, 1152, 1538, 1213]
article-body: ΛΟΝΔΙΝΟΝ, 9.— Αἱ κινεζικαὶ ἀρχαὶ κατακρατοῦν τὰς ἐπιστολὰς πρὸς τὸν δημοσιογράφον Ἄντονυ Γκρέϋ. ΛΟΝΔΙΝΟΝ, 9.— Αἱ κινεζικαὶ ἀρχαὶ κατακρατοῦν τὰς ἐπιστολὰς πρὸς τὸν δημοσιογράφον Ἄντονυ Γκρέϋ. [432, 1542, 594, 1603]
article-body: Μὲ ἕνα νεκρὸν καὶ ἑπτὰ τραυματίας ἔκλεισεν τὸ τελευταῖον 24ωρον ὁ ἀπολογισμὸς τῶν τροχαίων δυστυχημάτων εἰς τὴν περιοχὴν τῆς Πρωτευούσης. Τὴν μεσημβρίαν τῆς χθὲς αὐτοκίνητον ἀνέτρεψε πεζὸν εἰς τὴν ὁδὸν Πατησίων. Ὁ τραυματισθεὶς μετεφέρθη εἰς τὸ νοσοκομεῖον ὅπου καὶ ἀπεβίωσεν. ΦΟΝΕΥΘΕΝ ΜΟΤΟΠΟΔΗΛΑΤΗΣ Μὲ ἕνα νεκρὸν καὶ ἑπτὰ τραυματίας ἔκλεισεν τὸ τελευταῖον 24ωρον ὁ ἀπολογισμὸς τῶν τροχαίων δυστυχημάτων εἰς τὴν περιοχὴν τῆς Πρωτευούσης. Τὴν μεσημβρίαν τῆς χθὲς αὐτοκίνητον ἀνέτρεψε πεζὸν εἰς τὴν ὁδὸν Πατησίων. Ὁ τραυματισθεὶς μετεφέρθη εἰς τὸ νοσοκομεῖον ὅπου καὶ ἀπεβίωσεν. ΤΡΕΙΣ ΤΡΑΥΜΑΤΙΑΙ Μὲ ἕνα νεκρὸν καὶ ἑπτὰ τραυματίας ἔκλεισεν τὸ τελευταῖον 24ωρον ὁ ἀπολογισμὸς τῶν τροχαίων δυστυχημάτων εἰς τὴν περιοχὴν τῆς Πρωτευούσης. Τὴν μεσημβρίαν τῆς χθὲς αὐτοκίνητον ἀνέτρεψε πεζὸν εἰς τὴν ὁδὸν Πατησίων. Ὁ τραυματισθεὶς μετεφέρθη εἰς τὸ νοσοκομεῖον ὅπου καὶ ἀπεβίωσεν. [39, 1276, 411, 1416]
headline-nixon-speech: Βαρυσήμαντον λόγον ἐκφωνεῖ σήμερον ὁ πρόεδρος Νίξον [75, 39, 375, 188]
headline-ethiopia: Η ΟΜΟΓΕΝΕΙΑ ΤΗΣ ΑΙΘΙΟΠΙΑΣ [459, 1708, 568, 1732]
article-traffic-accidents [39, 1226, 411, 1546]
article-nixon-economy [1184, 2029, 1538, 2309]
subheadline-paris-talks: Μὲ προϋπόθεσιν τὴν πρόοδον εἰς τὰς συνομιλίας τῶν Παρισίων [618, 143, 1165, 203]
subheadline: ΘΑ ΕΠΙΣΚΕΦΘΗ ΤΑΣ ΣΟΒΙΕΤΙΚΑΣ ΜΟΝΑΔΑΣ [1225, 740, 1496, 755]
article-body: ΝΕΑ ΥΟΡΚΗ, 9. (Ἀσσ. Πρές).— Ὁ πρώην ἀντιπρόεδρος Χιοῦμπερτ Χάμφρεϋ θὰ θέσῃ ὑποψηφιότητα διὰ τὴν ἕδραν τῆς Γερουσίας. ΝΕΑ ΥΟΡΚΗ, 9. (Ἀσσ. Πρές).— Ὁ πρώην ἀντιπρόεδρος Χιοῦμπερτ Χάμφρεϋ θὰ θέσῃ ὑποψηφιότητα διὰ τὴν ἕδραν τῆς Γερουσίας. ΝΕΑ ΥΟΡΚΗ, 9. (Ἀσσ. Πρές).— Ὁ πρώην ἀντιπρόεδρος Χιοῦμπερτ Χάμφρεϋ θὰ θέσῃ ὑποψηφιότητα διὰ τὴν ἕδραν τῆς Γερουσίας. [432, 1068, 594, 1189]
column-rule [601, 39, 602, 2304]
article-brosio [1184, 1096, 1538, 1332]
subheadline: ΜΠΡΕΖΝΙΕΦ — ΚΟΣΥΓΚΙΝ [446, 123, 581, 135]
section-label: ΕΠΙ Η ΔΙΑΜΑΧΗ ΟΥΝΙΣΣΑΙ [63, 1777, 196, 1789]
section-label: ΚΑΙ Ο ΜΑΛΙΚ [667, 1580, 733, 1593]
headline-soviet-fleet: ΣΚΑΦΗ ΤΗΣ ΑΡΜΑΔΑΣ ΕΙΣΕΠΛΕΥΣΑΝ ΕΙΣ ΤΗΝ ΜΕΣΟΓΕΙΟΝ [1203, 39, 1519, 127]
article-body: ΑΘΗΝΑΙ, 9.— «Ὅλονὲν καὶ ζωηρότερον ἐκδηλοῦται τὸ ἐνδιαφέρον μεγάλων ξένων ἐπιχειρήσεων διὰ τὴν ἀνάληψιν κατασκευῶν εἰς τὴν Ἑλλάδα. Κατὰ τὰς τελευταίας ἑβδομάδας ὑπεβλήθησαν προτάσεις διὰ τὴν κατασκευὴν λιμένων, ὁδῶν καὶ ξενοδοχειακῶν μονάδων. Τὸ Ὑπουργεῖον Συντονισμοῦ ἐξετάζει τὰς προτάσεις καὶ ἀναμένεται ὅτι αἱ πρῶται συμβάσεις θὰ ὑπογραφοῦν ἐντὸς τοῦ προσεχοῦς μηνός. ΑΘΗΝΑΙ, 9.— «Ὅλονὲν καὶ ζωηρότερον ἐκδηλοῦται τὸ ἐνδιαφέρον μεγάλων ξένων ἐπιχειρήσεων διὰ τὴν ἀνάληψιν κατασκευῶν εἰς τὴν Ἑλλάδα. Κατὰ τὰς τελευταίας ἑβδομάδας ὑπεβλήθησαν προτάσεις διὰ τὴν κατασκευὴν λιμένων, ὁδῶν καὶ ξενοδοχειακῶν μονάδων. Τὸ Ὑπουργεῖον Συντονισμοῦ ἐξετάζει τὰς προτάσεις καὶ ἀναμένεται ὅτι αἱ πρῶται συμβάσεις θὰ ὑπογραφοῦν ἐντὸς τοῦ προσεχοῦς μηνός. ΑΘΗΝΑΙ, 9.— «Ὅλονὲν καὶ ζωηρότερον ἐκδηλοῦται τὸ ἐνδιαφέρον μεγάλων ξένων ἐπιχειρήσεων διὰ τὴν ἀνάληψιν κατασκευῶν εἰς τὴν Ἑλλάδα. Κατὰ τὰς τελευταίας ἑβδομάδας ὑπεβλήθησαν προτάσεις διὰ τὴν κατασκευὴν λιμένων, ὁδῶν καὶ ξενοδοχειακῶν μονάδων. Τὸ Ὑπουργεῖον Συντονισμοῦ ἐξετάζει τὰς προτάσεις καὶ ἀναμένεται ὅτι αἱ πρῶται συμβάσεις θὰ ὑπογραφοῦν ἐντὸς τοῦ προσεχοῦς μηνός. ΑΘΗΝΑΙ, 9.— «Ὅλονὲν καὶ ζωηρότερον ἐκδηλοῦται τὸ ἐνδιαφέρον μεγάλων ξένων ἐπιχειρήσεων διὰ τὴν ἀνάληψιν κατασκευῶν εἰς τὴν Ἑλλάδα. Κατὰ τὰς τελευταίας ἑβδομάδας ὑπεβλήθησαν προτάσεις διὰ τὴν κατασκευὴν λιμένων, ὁδῶν καὶ ξενοδοχειακῶν μονάδων. Τὸ Ὑπουργεῖον Συντονισμοῦ ἐξετάζει τὰς προτάσεις καὶ ἀναμένεται ὅτι αἱ πρῶται συμβάσεις θὰ ὑπογραφοῦν ἐντὸς τοῦ προσεχοῦς μηνός. ΑΘΗΝΑΙ, 9.— «Ὅλονὲν καὶ ζωηρότερον ἐκδηλοῦται τὸ ἐνδιαφέρον μεγάλων ξένων ἐπιχειρήσεων διὰ τὴν ἀνάληψιν κατασκευῶν εἰς τὴν Ἑλλάδα. Κατὰ τὰς τελευταίας ἑβδομάδας ὑπεβλήθησαν προτάσεις διὰ τὴν κατασκευὴν λιμένων, ὁδῶν καὶ ξενοδοχειακῶν μονάδων. Τὸ Ὑπουργεῖον Συντονισμοῦ ἐξετάζει τὰς προτάσεις καὶ ἀναμένεται ὅτι αἱ πρῶται συμβάσεις θὰ ὑπογραφοῦν ἐντὸς τοῦ προσεχοῦς μηνός. [39, 864, 411, 1136]
headline-jordan-duel: ΝΕΑ ΜΟΝΟΜΑΧΙΑ ΕΙΣ ΤΟΝ ΙΟΡΔΑΝΗΝ ΚΑΤΟΠΙΝ ΙΣΡΑΗΛΙΝΗΣ ΕΠΙΘΕΣΕΩΣ [666, 1429, 1117, 1481]
section-label: ΙΣΧΥΡΑΙ ΑΝΤΙΣΤΑΣΕΙΣ [1214, 1921, 1325, 1934]
article-nixon-speech [39, 39, 411, 452]
article-bauxite [609, 1901, 1174, 2309]
headline-hanoi-neutral: ΟΥΔΕΤΕΡΑΝ ΣΤΑΣΙΝ ΑΚΟΛΟΥΘΕΙ ΤΟ ΑΝΟΪ ΕΙΣ ΤΗΝ ΔΙΕΝΕΞΙΝ ΣΟΒΙΕΤ. ΕΝΩΣΕΩΣ – ΚΙΝΑΣ [52, 1565, 398, 1598]
section-label: ΛΟΓΟΣ ΤΟΥ ΝΙΞΟΝ [81, 428, 179, 441]
article-us-withdrawal [609, 39, 1174, 737]
article-viet-cong-cambodia [609, 727, 1174, 1263]
article-labour-ministry [1184, 1336, 1538, 1484]
article-body: ΣΥΝΕΚΕΙΑ ΕΚ ΤΗΣ 1ΗΣ ΣΕΛ. σχέσεων μεταξὺ τῶν δύο μεγάλων κομμουνιστικῶν χωρῶν. Τὸ Ἀνόϊ ἀποφεύγει νὰ λάβῃ θέσιν καὶ ἐπιδιώκει νὰ διατηρήσῃ ἀγαθὰς σχέσεις τόσον μὲ τὴν Μόσχαν ὅσον καὶ μὲ τὸ Πεκῖνον, ἀπὸ τὰ ὁποῖα ἐξαρτᾶται διὰ τὴν ὑλικὴν βοήθειαν. Αἱ ἐφημερίδες τοῦ Βορείου Βιετνὰμ ἀποφεύγουν κάθε σχόλιον. σχέσεων μεταξὺ τῶν δύο μεγάλων κομμουνιστικῶν χωρῶν. Τὸ Ἀνόϊ ἀποφεύγει νὰ λάβῃ θέσιν καὶ ἐπιδιώκει νὰ διατηρήσῃ ἀγαθὰς σχέσεις τόσον μὲ τὴν Μόσχαν ὅσον καὶ μὲ τὸ Πεκῖνον, ἀπὸ τὰ ὁποῖα ἐξαρτᾶται διὰ τὴν ὑλικὴν βοήθειαν. Αἱ ἐφημερίδες τοῦ Βορείου Βιετνὰμ ἀποφεύγουν κάθε σχόλιον. ΕΠΙ Η ΔΙΑΜΑΧΗ ΟΥΝΙΣΣΑΙ σχέσεων μεταξὺ τῶν δύο μεγάλων κομμουνιστικῶν χωρῶν. Τὸ Ἀνόϊ ἀποφεύγει νὰ λάβῃ θέσιν καὶ ἐπιδιώκει νὰ διατηρήσῃ ἀγαθὰς σχέσεις τόσον μὲ τὴν Μόσχαν ὅσον καὶ μὲ τὸ Πεκῖνον, ἀπὸ τὰ ὁποῖα ἐξαρτᾶται διὰ τὴν ὑλικὴν βοήθειαν. Αἱ ἐφημερίδες τοῦ Βορείου Βιετνὰμ ἀποφεύγουν κάθε σχόλιον. σχέσεων μεταξὺ τῶν δύο μεγάλων κομμουνιστικῶν χωρῶν. Τὸ Ἀνόϊ ἀποφεύγει νὰ λάβῃ θέσιν καὶ ἐπιδιώκει νὰ διατηρήσῃ ἀγαθὰς σχέσεις τόσον μὲ τὴν Μόσχαν ὅσον καὶ μὲ τὸ Πεκῖνον, ἀπὸ τὰ ὁποῖα ἐξαρτᾶται διὰ τὴν ὑλικὴν βοήθειαν. Αἱ ἐφημερίδες τοῦ Βορείου Βιετνὰμ ἀποφεύγουν κάθε σχόλιον. ΑΙ ΠΡΟΘΕΣΕΙΣ ΤΗΣ ΚΙΝΑΣ σχέσεων μεταξὺ τῶν δύο μεγάλων κομμουνιστικῶν χωρῶν. Τὸ Ἀνόϊ ἀποφεύγει νὰ λάβῃ θέσιν καὶ ἐπιδιώκει νὰ διατηρήσῃ ἀγαθὰς σχέσεις τόσον μὲ τὴν Μόσχαν ὅσον καὶ μὲ τὸ Πεκῖνον, ἀπὸ τὰ ὁποῖα ἐξαρτᾶται διὰ τὴν ὑλικὴν βοήθειαν. Αἱ ἐφημερίδες τοῦ Βορείου Βιετνὰμ ἀποφεύγουν κάθε σχόλιον. σχέσεων μεταξὺ τῶν δύο μεγάλων κομμουνιστικῶν χωρῶν. Τὸ Ἀνόϊ ἀποφεύγει νὰ λάβῃ θέσιν καὶ ἐπιδιώκει νὰ διατηρήσῃ ἀγαθὰς σχέσεις τόσον μὲ τὴν Μόσχαν ὅσον καὶ μὲ τὸ Πεκῖνον, ἀπὸ τὰ ὁποῖα ἐξαρτᾶται διὰ τὴν ὑλικὴν βοήθειαν. Αἱ ἐφημερίδες τοῦ Βορείου Βιετνὰμ ἀποφεύγουν κάθε σχόλιον. σχέσεων μεταξὺ τῶν δύο μεγάλων κομμουνιστικῶν χωρῶν. Τὸ Ἀνόϊ ἀποφεύγει νὰ λάβῃ θέσιν καὶ ἐπιδιώκει νὰ διατηρήσῃ ἀγαθὰς σχέσεις τόσον μὲ τὴν Μόσχαν ὅσον καὶ μὲ τὸ Πεκῖνον, ἀπὸ τὰ ὁποῖα ἐξαρτᾶται διὰ τὴν ὑλικὴν βοήθειαν. Αἱ ἐφημερίδες τοῦ Βορείου Βιετνὰμ ἀποφεύγουν κάθε σχόλιον. σχέσεων μεταξὺ τῶν δύο μεγάλων κομμουνιστικῶν χωρῶν. Τὸ Ἀνόϊ ἀποφεύγει νὰ λάβῃ θέσιν καὶ ἐπιδιώκει νὰ διατηρήσῃ ἀγαθὰς σχέσεις τόσον μὲ τὴν Μόσχαν ὅσον καὶ μὲ τὸ Πεκῖνον, ἀπὸ τὰ ὁποῖα ἐξαρτᾶται διὰ τὴν ὑλικὴν βοήθειαν. Αἱ ἐφημερίδες τοῦ Βορείου Βιετνὰμ ἀποφεύγουν κάθε σχόλιον. [39, 1603, 411, 1933]
article-piao [432, 576, 594, 822]
subheadline-37-ships: Διὰ τῶν νέων ἑπτὰ μονάδων ἡ δύναμις τοῦ ρωσσικοῦ στόλου ἀνῆλθεν εἰς 37 πλοῖα [1207, 131, 1514, 200]
article-ankara-clashes [1184, 516, 1538, 693]
headline-grechko: Ο ΓΚΡΕΤΣΚΟ ΣΥΝΩΜΙΛΗΣΕ ΜΕ ΤΟΝ ΟΥΛΜΠΡΙΧΤ ΠΑΡΟΥΣΙΑ ΠΟΛΛΩΝ ΣΤΡΑΤΙΩΤΙΚΩΝ ΗΓΕΤΩΝ [1202, 710, 1520, 739]
headline-bauxite: ΜΕΛΕΤΑΤΑΙ Η ΔΗΜΙΟΥΡΓΙΑ ΒΙΟΜΗΧΑΝΙΑΣ ΔΙΑ ΤΟΝ ΕΜΠΛΟΥΤΙΣΜΟΝ ΒΩΞΙΤΟΥ ΕΓΚΑΤΑΛΕΙΠΟΜΕΝΟΥ ΚΑΤΑ ΤΗΝ ΕΞΟΡΥΞΙΝ [624, 1914, 1159, 1971]
article-body: ΗΝΩΜΕΝΑ ΕΘΝΗ, 9. (Ἀσσος. Πρές).— Οἱ ἀντιπρόσωποι τῶν τεσσάρων Μεγάλων Δυνάμεων συνεχίζουν τὰς συνομιλίας των διὰ τὴν ἐξεύρεσιν λύσεως τοῦ προβλήματος τῆς Μέσης Ἀνατολῆς. Διπλωματικοὶ κύκλοι ἐκφράζουν αἰσιοδοξίαν. Ἐν τῷ μεταξὺ νέα μονομαχία πυροβολικοῦ ἐσημειώθη κατὰ μῆκος τοῦ Ἰορδάνου μετὰ ἐπίθεσιν ἰσραηλινῶν ἀεροσκαφῶν. ΚΑΙ Ο ΜΑΛΙΚ ΗΝΩΜΕΝΑ ΕΘΝΗ, 9. (Ἀσσος. Πρές).— Οἱ ἀντιπρόσωποι τῶν τεσσάρων Μεγάλων Δυνάμεων συνεχίζουν τὰς συνομιλίας των διὰ τὴν ἐξεύρεσιν λύσεως τοῦ προβλήματος τῆς Μέσης Ἀνατολῆς. Διπλωματικοὶ κύκλοι ἐκφράζουν αἰσιοδοξίαν. Ἐν τῷ μεταξὺ νέα μονομαχία πυροβολικοῦ ἐσημειώθη κατὰ μῆκος τοῦ Ἰορδάνου μετὰ ἐπίθεσιν ἰσραηλινῶν ἀεροσκαφῶν. Ο ΝΤΕΪΜΠΡΑΙ ΗΝΩΜΕΝΑ ΕΘΝΗ, 9. (Ἀσσος. Πρές).— Οἱ ἀντιπρόσωποι τῶν τεσσάρων Μεγάλων Δυνάμεων συνεχίζουν τὰς συνομιλίας των διὰ τὴν ἐξεύρεσιν λύσεως τοῦ προβλήματος τῆς Μέσης Ἀνατολῆς. Διπλωματικοὶ κύκλοι ἐκφράζουν αἰσιοδοξίαν. Ἐν τῷ μεταξὺ νέα μονομαχία πυροβολικοῦ ἐσημειώθη κατὰ μῆκος τοῦ Ἰορδάνου μετὰ ἐπίθεσιν ἰσραηλινῶν ἀεροσκαφῶν. ΝΕΑ ΜΟΝΟΜΑΧΙΑ ΗΝΩΜΕΝΑ ΕΘΝΗ, 9. (Ἀσσος. Πρές).— Οἱ ἀντιπρόσωποι τῶν τεσσάρων Μεγάλων Δυνάμεων συνεχίζουν τὰς συνομιλίας των διὰ τὴν ἐξεύρεσιν λύσεως τοῦ προβλήματος τῆς Μέσης Ἀνατολῆς. Διπλωματικοὶ κύκλοι ἐκφράζουν αἰσιοδοξίαν. Ἐν τῷ μεταξὺ νέα μονομαχία πυροβολικοῦ ἐσημειώθη κατὰ μῆκος τοῦ Ἰορδάνου μετὰ ἐπίθεσιν ἰσραηλινῶν ἀεροσκαφῶν. ΜΕΤΑΔΙΔΕΙ ΕΙΚΟΝΑ ΗΝΩΜΕΝΑ ΕΘΝΗ, 9. (Ἀσσος. Πρές).— Οἱ ἀντιπρόσωποι τῶν τεσσάρων Μεγάλων Δυνάμεων συνεχίζουν τὰς συνομιλίας των διὰ τὴν ἐξεύρεσιν λύσεως τοῦ προβλήματος τῆς Μέσης Ἀνατολῆς. Διπλωματικοὶ κύκλοι ἐκφράζουν αἰσιοδοξίαν. Ἐν τῷ μεταξὺ νέα μονομαχία πυροβολικοῦ ἐσημειώθη κατὰ μῆκος τοῦ Ἰορδάνου μετὰ ἐπίθεσιν ἰσραηλινῶν ἀεροσκαφῶν. ΕΦΟΝΕΥΘΗΣΑΝ ΑΝΤΑΡΤΑΙ ΗΝΩΜΕΝΑ ΕΘΝΗ, 9. (Ἀσσος. Πρές).— Οἱ ἀντιπρόσωποι τῶν τεσσάρων Μεγάλων Δυνάμεων συνεχίζουν τὰς συνομιλίας των διὰ τὴν ἐξεύρεσιν λύσεως τοῦ προβλήματος τῆς Μέσης Ἀνατολῆς. Διπλωματικοὶ κύκλοι ἐκφράζουν αἰσιοδοξίαν. Ἐν τῷ μεταξὺ νέα μονομαχία πυροβολικοῦ ἐσημειώθη κατὰ μῆκος τοῦ Ἰορδάνου μετὰ ἐπίθεσιν ἰσραηλινῶν ἀεροσκαφῶν. ΣΚΛΗΡΑΙ ΑΡΧΙΕΠΙΣΚΟΠΟΥ ΗΝΩΜΕΝΑ ΕΘΝΗ, 9. (Ἀσσος. Πρές).— Οἱ ἀντιπρόσωποι τῶν τεσσάρων Μεγάλων Δυνάμεων συνεχίζουν τὰς συνομιλίας των διὰ τὴν ἐξεύρεσιν λύσεως τοῦ προβλήματος τῆς Μέσης Ἀνατολῆς. Διπλωματικοὶ κύκλοι ἐκφράζουν αἰσιοδοξίαν. Ἐν τῷ μεταξὺ νέα μονομαχία πυροβολικοῦ ἐσημειώθη κατὰ μῆκος τοῦ Ἰορδάνου μετὰ ἐπίθεσιν ἰσραηλινῶν ἀεροσκαφῶν. ΚΑΤΗΓΟΡΕΙΤΑΙ Ο ΝΤΑΓΙΑΝ ΗΝΩΜΕΝΑ ΕΘΝΗ, 9. (Ἀσσος. Πρές).— Οἱ ἀντιπρόσωποι τῶν τεσσάρων Μεγάλων Δυνάμεων συνεχίζουν τὰς συνομιλίας των διὰ τὴν ἐξεύρεσιν λύσεως τοῦ προβλήματος τῆς Μέσης Ἀνατολῆς. Διπλωματικοὶ κύκλοι ἐκφράζουν αἰσιοδοξίαν. Ἐν τῷ μεταξὺ νέα μονομαχία πυροβολικοῦ ἐσημειώθη κατὰ μῆκος τοῦ Ἰορδάνου μετὰ ἐπίθεσιν ἰσραηλινῶν ἀεροσκαφῶν. [609, 1485, 1174, 1774]
article-body: ΟΥΑΣΙΓΚΤΩΝ, 9. (Ὑπηρ. Τύπου - Ἄσσος. Πρές).— Ἐξ ἐγκύρων κύκλων τῆς Ουάσιγκτων ἐπληροφορήθημεν ὅτι ἡ Κυβέρνησις Νίξον προετοιμάζεται διὰ τὴν ἀπόσυρσιν σημαντικοῦ ἀριθμοῦ στρατευμάτων ἐκ Νοτίου Βιετνάμ ἐντὸς τῶν προσεχῶν μηνῶν, ἐφ' ὅσον παρατηρηθῇ πρόοδος εἰς τὰς συνομιλίας τῶν Παρισίων. Ὁ πρόεδρος Νίξον ἀναμένεται νὰ ἀναγγείλῃ τὴν ἀπόφασιν μετὰ τὴν ἐπιστροφήν του ἐκ τοῦ Ἐδιμβούργου. Τὸ Πεντάγωνον ἐξετάζει τὰς διαφόρους δυνατότητας. ΟΥΑΣΙΓΚΤΩΝ, 9. (Ὑπηρ. Τύπου - Ἄσσος. Πρές).— Ἐξ ἐγκύρων κύκλων τῆς Ουάσιγκτων ἐπληροφορήθημεν ὅτι ἡ Κυβέρνησις Νίξον προετοιμάζεται διὰ τὴν ἀπόσυρσιν σημαντικοῦ ἀριθμοῦ στρατευμάτων ἐκ Νοτίου Βιετνάμ ἐντὸς τῶν προσεχῶν μηνῶν, ἐφ' ὅσον παρατηρηθῇ πρόοδος εἰς τὰς συνομιλίας τῶν Παρισίων. Ὁ πρόεδρος Νίξον ἀναμένεται νὰ ἀναγγείλῃ τὴν ἀπόφασιν μετὰ τὴν ἐπιστροφήν του ἐκ τοῦ Ἐδιμβούργου. Τὸ Πεντάγωνον ἐξετάζει τὰς διαφόρους δυνατότητας. ΟΥΑΣΙΓΚΤΩΝ, 9. (Ὑπηρ. Τύπου - Ἄσσος. Πρές).— Ἐξ ἐγκύρων κύκλων τῆς Ουάσιγκτων ἐπληροφορήθημεν ὅτι ἡ Κυβέρνησις Νίξον προετοιμάζεται διὰ τὴν ἀπόσυρσιν σημαντικοῦ ἀριθμοῦ στρατευμάτων ἐκ Νοτίου Βιετνάμ ἐντὸς τῶν προσεχῶν μηνῶν, ἐφ' ὅσον παρατηρηθῇ πρόοδος εἰς τὰς συνομιλίας τῶν Παρισίων. Ὁ πρόεδρος Νίξον ἀναμένεται νὰ ἀναγγείλῃ τὴν ἀπόφασιν μετὰ τὴν ἐπιστροφήν του ἐκ τοῦ Ἐδιμβούργου. Τὸ Πεντάγωνον ἐξετάζει τὰς διαφόρους δυνατότητας. ΕΠΙΣΤΡΕΦΕΙ Ο ΚΥ ΟΥΑΣΙΓΚΤΩΝ, 9. (Ὑπηρ. Τύπου - Ἄσσος. Πρές).— Ἐξ ἐγκύρων κύκλων τῆς Ουάσιγκτων ἐπληροφορήθημεν ὅτι ἡ Κυβέρνησις Νίξον προετοιμάζεται διὰ τὴν ἀπόσυρσιν σημαντικοῦ ἀριθμοῦ στρατευμάτων ἐκ Νοτίου Βιετνάμ ἐντὸς τῶν προσεχῶν μηνῶν, ἐφ' ὅσον παρατηρηθῇ πρόοδος εἰς τὰς συνομιλίας τῶν Παρισίων. Ὁ πρόεδρος Νίξον ἀναμένεται νὰ ἀναγγείλῃ τὴν ἀπόφασιν μετὰ τὴν ἐπιστροφήν του ἐκ τοῦ Ἐδιμβούργου. Τὸ Πεντάγωνον ἐξετάζει τὰς διαφόρους δυνατότητας. Ο ΜΠΑΝΚΕΡ ΕΙΣ ΤΟ ΠΑΡΙΣΙ ΟΥΑΣΙΓΚΤΩΝ, 9. (Ὑπηρ. Τύπου - Ἄσσος. Πρές).— Ἐξ ἐγκύρων κύκλων τῆς Ουάσιγκτων ἐπληροφορήθημεν ὅτι ἡ Κυβέρνησις Νίξον προετοιμάζεται διὰ τὴν ἀπόσυρσιν σημαντικοῦ ἀριθμοῦ στρατευμάτων ἐκ Νοτίου Βιετνάμ ἐντὸς τῶν προσεχῶν μηνῶν, ἐφ' ὅσον παρατηρηθῇ πρόοδος εἰς τὰς συνομιλίας τῶν Παρισίων. Ὁ πρόεδρος Νίξον ἀναμένεται νὰ ἀναγγείλῃ τὴν ἀπόφασιν μετὰ τὴν ἐπιστροφήν του ἐκ τοῦ Ἐδιμβούργου. Τὸ Πεντάγωνον ἐξετάζει τὰς διαφόρους δυνατότητας. ΠΟΛΙΤΙΚΟΣ Ο ΠΟΛΕΜΟΣ ΟΥΑΣΙΓΚΤΩΝ, 9. (Ὑπηρ. Τύπου - Ἄσσος. Πρές).— Ἐξ ἐγκύρων κύκλων τῆς Ουάσιγκτων ἐπληροφορήθημεν ὅτι ἡ Κυβέρνησις Νίξον προετοιμάζεται διὰ τὴν ἀπόσυρσιν σημαντικοῦ ἀριθμοῦ στρατευμάτων ἐκ Νοτίου Βιετνάμ ἐντὸς τῶν προσεχῶν μηνῶν, ἐφ' ὅσον παρατηρηθῇ πρόοδος εἰς τὰς συνομιλίας τῶν Παρισίων. Ὁ πρόεδρος Νίξον ἀναμένεται νὰ ἀναγγείλῃ τὴν ἀπόφασιν μετὰ τὴν ἐπιστροφήν του ἐκ τοῦ Ἐδιμβούργου. Τὸ Πεντάγωνον ἐξετάζει τὰς διαφόρους δυνατότητας. ΟΥΑΣΙΓΚΤΩΝ, 9. (Ὑπηρ. Τύπου - Ἄσσος. Πρές).— Ἐξ ἐγκύρων κύκλων τῆς Ουάσιγκτων ἐπληροφορήθημεν ὅτι ἡ Κυβέρνησις Νίξον προετοιμάζεται διὰ τὴν ἀπόσυρσιν σημαντικοῦ ἀριθμοῦ στρατευμάτων ἐκ Νοτίου Βιετνάμ ἐντὸς τῶν προσεχῶν μηνῶν, ἐφ' ὅσον παρατηρηθῇ πρόοδος εἰς τὰς συνομιλίας τῶν Παρισίων. Ὁ πρόεδρος Νίξον ἀναμένεται νὰ ἀναγγείλῃ τὴν ἀπόφασιν μετὰ τὴν ἐπιστροφήν του ἐκ τοῦ Ἐδιμβούργου. Τὸ Πεντάγωνον ἐξετάζει τὰς διαφόρους δυνατότητας. [609, 209, 1174, 529]
quote-box [432, 1816, 594, 1897]
headline-kremlin-romania: ΟΙ ΤΡΕΙΣ ΤΟΥ ΚΡΕΜΛΙΝΟΥ ΕΚΛΗΘΗΣΑΝ ΝΑ ΕΠΙΣΚΕΦΘΟΥΝ ΤΗΝ ΡΟΥΜΑΝΙΑΝ [432, 39, 594, 89]
headline-cuba: Η ΟΥΑΣΙΓΚΤΩΝ ΑΓΝΟΕΙ ΦΗΜΑΣ ΠΕΡΙ ΕΞΕΓΕΡΣΕΩΣ ΕΙΣ ΚΟΥΒΑΝ [441, 835, 586, 886]
subheadline: ΣΥΝΟΜΙΛΙΑΙ ΜΑΝΕΣΚΟΥ [451, 100, 576, 112]
article-body: ΟΥΑΣΙΓΚΤΩΝ, 9. (Ἀσσ. Πρές).— Ὁ πρόεδρος Νίξον ἐξήτασε μετὰ τῶν συμβούλων του διάφορα διεθνῆ οἰκονομικὰ ζητήματα καὶ τὴν κατάστασιν τοῦ δολλαρίου. ΟΥΑΣΙΓΚΤΩΝ, 9. (Ἀσσ. Πρές).— Ὁ πρόεδρος Νίξον ἐξήτασε μετὰ τῶν συμβούλων του διάφορα διεθνῆ οἰκονομικὰ ζητήματα καὶ τὴν κατάστασιν τοῦ δολλαρίου. ΟΥΑΣΙΓΚΤΩΝ, 9. (Ἀσσ. Πρές).— Ὁ πρόεδρος Νίξον ἐξήτασε μετὰ τῶν συμβούλων του διάφορα διεθνῆ οἰκονομικὰ ζητήματα καὶ τὴν κατάστασιν τοῦ δολλαρίου. ΟΥΑΣΙΓΚΤΩΝ, 9. (Ἀσσ. Πρές).— Ὁ πρόεδρος Νίξον ἐξήτασε μετὰ τῶν συμβούλων του διάφορα διεθνῆ οἰκονομικὰ ζητήματα καὶ τὴν κατάστασιν τοῦ δολλαρίου. [1184, 2077, 1538, 2179]
headline-ankara-clashes: ΣΦΟΔΡΑΙ ΣΥΓΚΡΟΥΣΕΙΣ ΕΙΣ ΤΗΝ ΑΓΚΥΡΑΝ ΜΕΤΑΞΥ ΤΩΝ ΦΟΙΤΗΤΩΝ ΚΑΙ ΑΣΤΥΝΟΜΙΚΩΝ [1202, 529, 1520, 559]
article-body: ΟΥΑΣΙΓΚΤΩΝ, 9. (Ἀσσ. Πρές).— Κατὰ πληροφορίας, ὁ στρατάρχης Λὶν Πιάο θὰ ἐκλεγῇ πρόεδρος τοῦ Κομμουνιστικοῦ Κόμματος τῆς Κίνας, ὁ δὲ Μάο θὰ λάβῃ τὸν τίτλον τοῦ ἀνωτάτου ἡγέτου. ΟΥΑΣΙΓΚΤΩΝ, 9. (Ἀσσ. Πρές).— Κατὰ πληροφορίας, ὁ στρατάρχης Λὶν Πιάο θὰ ἐκλεγῇ πρόεδρος τοῦ Κομμουνιστικοῦ Κόμματος τῆς Κίνας, ὁ δὲ Μάο θὰ λάβῃ τὸν τίτλον τοῦ ἀνωτάτου ἡγέτου. ΟΥΑΣΙΓΚΤΩΝ, 9. (Ἀσσ. Πρές).— Κατὰ πληροφορίας, ὁ στρατάρχης Λὶν Πιάο θὰ ἐκλεγῇ πρόεδρος τοῦ Κομμουνιστικοῦ Κόμματος τῆς Κίνας, ὁ δὲ Μάο θὰ λάβῃ τὸν τίτλον τοῦ ἀνωτάτου ἡγέτου. [432, 652, 594, 822]
article-soviet-fleet [1184, 39, 1538, 511]
column-2 [432, 39, 594, 2309]
article-mideast-hopes [609, 1268, 1174, 1415]
column-rule [1177, 39, 1178, 2304]
article-body: ΑΘΗΝΑΙ, 9.— Ὑπὸ τῶν ἁρμοδίων ὑπηρεσιῶν μελετᾶται ἡ δημιουργία βιομηχανίας διὰ τὸν ἐμπλουτισμὸν τοῦ βωξίτου, ὁ ὁποῖος ἐγκαταλείπεται κατὰ τὴν ἐξόρυξιν ὡς χαμηλῆς περιεκτικότητος. Κατὰ τὰς ὑπολογισμοὺς τῶν εἰδικῶν, αἱ ποσότητες αὗται εἶναι σημαντικαὶ καὶ ἡ ἀξιοποίησίς των θὰ συμβάλῃ εἰς τὴν αὔξησιν τῶν ἐξαγωγῶν. ΑΘΗΝΑΙ, 9.— Ὑπὸ τῶν ἁρμοδίων ὑπηρεσιῶν μελετᾶται ἡ δημιουργία βιομηχανίας διὰ τὸν ἐμπλουτισμὸν τοῦ βωξίτου, ὁ ὁποῖος ἐγκαταλείπεται κατὰ τὴν ἐξόρυξιν ὡς χαμηλῆς περιεκτικότητος. Κατὰ τὰς ὑπολογισμοὺς τῶν εἰδικῶν, αἱ ποσότητες αὗται εἶναι σημαντικαὶ καὶ ἡ ἀξιοποίησίς των θὰ συμβάλῃ εἰς τὴν αὔξησιν τῶν ἐξαγωγῶν. ΑΘΗΝΑΙ, 9.— Ὑπὸ τῶν ἁρμοδίων ὑπηρεσιῶν μελετᾶται ἡ δημιουργία βιομηχανίας διὰ τὸν ἐμπλουτισμὸν τοῦ βωξίτου, ὁ ὁποῖος ἐγκαταλείπεται κατὰ τὴν ἐξόρυξιν ὡς χαμηλῆς περιεκτικότητος. Κατὰ τὰς ὑπολογισμοὺς τῶν εἰδικῶν, αἱ ποσότητες αὗται εἶναι σημαντικαὶ καὶ ἡ ἀξιοποίησίς των θὰ συμβάλῃ εἰς τὴν αὔξησιν τῶν ἐξαγωγῶν. ΑΘΗΝΑΙ, 9.— Ὑπὸ τῶν ἁρμοδίων ὑπηρεσιῶν μελετᾶται ἡ δημιουργία βιομηχανίας διὰ τὸν ἐμπλουτισμὸν τοῦ βωξίτου, ὁ ὁποῖος ἐγκαταλείπεται κατὰ τὴν ἐξόρυξιν ὡς χαμηλῆς περιεκτικότητος. Κατὰ τὰς ὑπολογισμοὺς τῶν εἰδικῶν, αἱ ποσότητες αὗται εἶναι σημαντικαὶ καὶ ἡ ἀξιοποίησίς των θὰ συμβάλῃ εἰς τὴν αὔξησιν τῶν ἐξαγωγῶν. ΑΘΗΝΑΙ, 9.— Ὑπὸ τῶν ἁρμοδίων ὑπηρεσιῶν μελετᾶται ἡ δημιουργία βιομηχανίας διὰ τὸν ἐμπλουτισμὸν τοῦ βωξίτου, ὁ ὁποῖος ἐγκαταλείπεται κατὰ τὴν ἐξόρυξιν ὡς χαμηλῆς περιεκτικότητος. Κατὰ τὰς ὑπολογισμοὺς τῶν εἰδικῶν, αἱ ποσότητες αὗται εἶναι σημαντικαὶ καὶ ἡ ἀξιοποίησίς των θὰ συμβάλῃ εἰς τὴν αὔξησιν τῶν ἐξαγωγῶν. ΑΘΗΝΑΙ, 9.— Ὑπὸ τῶν ἁρμοδίων ὑπηρεσιῶν μελετᾶται ἡ δημιουργία βιομηχανίας διὰ τὸν ἐμπλουτισμὸν τοῦ βωξίτου, ὁ ὁποῖος ἐγκαταλείπεται κατὰ τὴν ἐξόρυξιν ὡς χαμηλῆς περιεκτικότητος. Κατὰ τὰς ὑπολογισμοὺς τῶν εἰδικῶν, αἱ ποσότητες αὗται εἶναι σημαντικαὶ καὶ ἡ ἀξιοποίησίς των θὰ συμβάλῃ εἰς τὴν αὔξησιν τῶν ἐξαγωγῶν. ΑΘΗΝΑΙ, 9.— Ὑπὸ τῶν ἁρμοδίων ὑπηρεσιῶν μελετᾶται ἡ δημιουργία βιομηχανίας διὰ τὸν ἐμπλουτισμὸν τοῦ βωξίτου, ὁ ὁποῖος ἐγκαταλείπεται κατὰ τὴν ἐξόρυξιν ὡς χαμηλῆς περιεκτικότητος. Κατὰ τὰς ὑπολογισμοὺς τῶν εἰδικῶν, αἱ ποσότητες αὗται εἶναι σημαντικαὶ καὶ ἡ ἀξιοποίησίς των θὰ συμβάλῃ εἰς τὴν αὔξησιν τῶν ἐξαγωγῶν. [609, 1976, 1174, 2187]
headline-grey-letters: Η ΚΙΝΑ ΚΑΤΑΚΡΑΤΕΙ ΤΑ ΕΠΙΣΤΟΛΑΣ ΠΡΟΣ ΤΟΝ ΓΚΡΕΫ [446, 1501, 581, 1536]
section-label: Ο ΜΠΑΝΚΕΡ ΕΙΣ ΤΟ ΠΑΡΙΣΙ [821, 424, 962, 436]
article-cuba [432, 836, 594, 1012]
headline-labour-ministry: ΣΥΝΕΚΛΗΘΗ ΣΥΣΚΕΨΙΣ ΕΙΣ ΤΟ ΥΠΟΥΡΓΕΙΟΝ ΕΡΓΑΣΙΑΣ ΔΙΑ ΘΕΜΑΤΑ ΕΠΑΓΓΕΛΜΑΤΙΚΟΥ ΠΡΟΣΑΝΑΤΟΛΙΣΜΟΥ [1192, 1349, 1530, 1376]
